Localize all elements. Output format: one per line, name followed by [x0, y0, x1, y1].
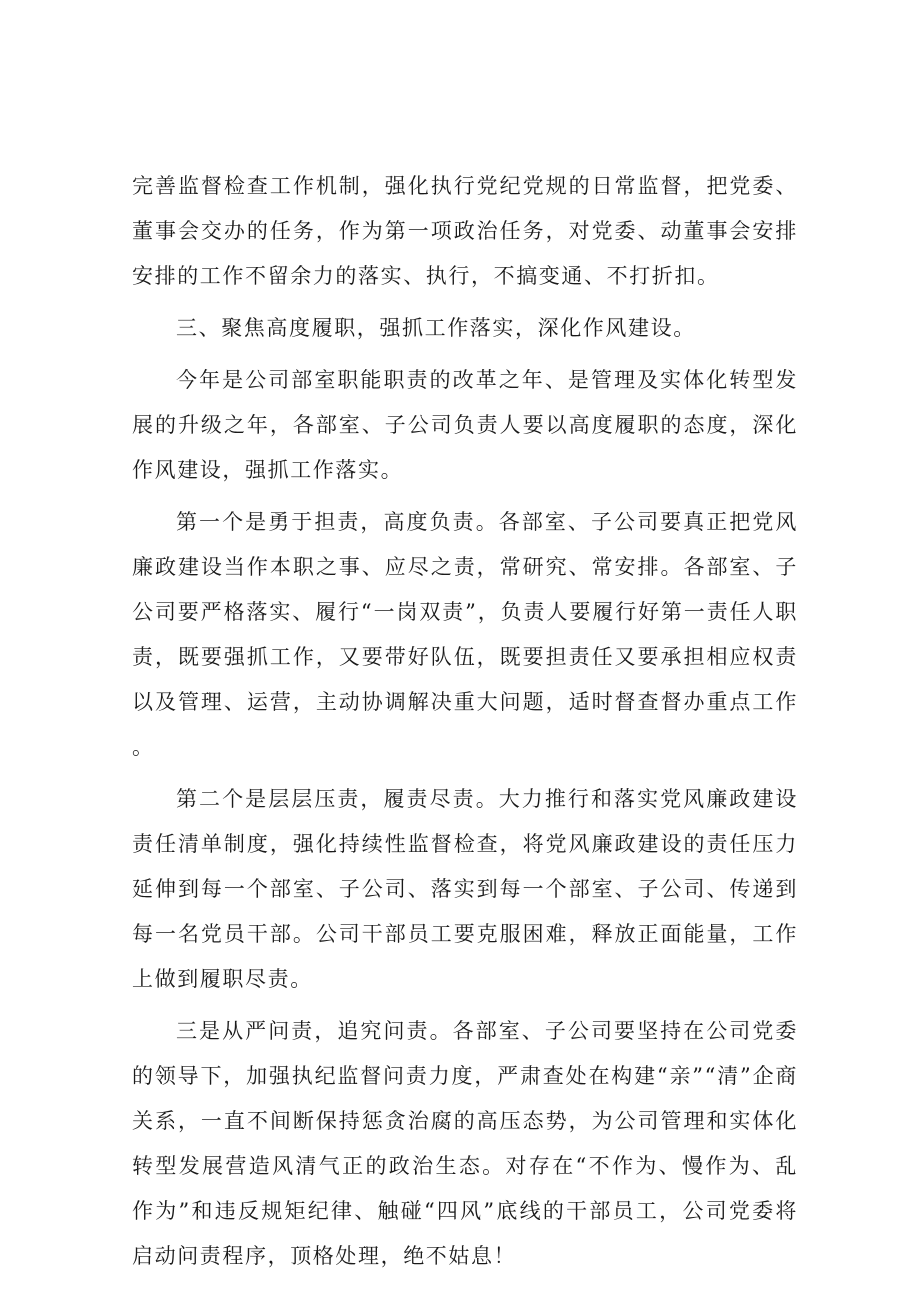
- paragraph-gap: [132, 299, 798, 306]
- document-body: [132, 164, 798, 1279]
- paragraph-gap: [132, 1002, 798, 1009]
- paragraph-gap: [132, 770, 798, 777]
- paragraph-gap: [132, 351, 798, 358]
- paragraph-second-point: 第二个是层层压责，履责尽责。大力推行和落实党风廉政建设责任清单制度，强化持续性监督检查，将党风廉政建设的责任压力延伸到每一个部室、子公司、落实到每一个部室、子公司、传递到每一名党员干部。公司干部员工要克服困难，释放正面能量，工作上做到履职尽责。: [132, 787, 798, 991]
- paragraph-third-point: 三是从严问责，追究问责。各部室、子公司要坚持在公司党委的领导下，加强执纪监督问责力度，严肃查处在构建“亲”“清”企商关系，一直不间断保持惩贪治腐的高压态势，为公司管理和实体化转型发展营造风清气正的政治生态。对存在“不作为、慢作为、乱作为”和违反规矩纪律、触碰“四风”底线的干部员工，公司党委将启动问责程序，顶格处理，绝不姑息！: [132, 1019, 798, 1268]
- paragraph-gap: [132, 493, 798, 500]
- paragraph-intro: 今年是公司部室职能职责的改革之年、是管理及实体化转型发展的升级之年，各部室、子公司负责人要以高度履职的态度，深化作风建设，强抓工作落实。: [132, 368, 798, 482]
- section-heading-three: 三、聚焦高度履职，强抓工作落实，深化作风建设。: [176, 316, 696, 340]
- paragraph-first-point: 第一个是勇于担责，高度负责。各部室、子公司要真正把党风廉政建设当作本职之事、应尽之责，常研究、常安排。各部室、子公司要严格落实、履行“一岗双责”，负责人要履行好第一责任人职责，既要强抓工作，又要带好队伍，既要担责任又要承担相应权责以及管理、运营，主动协调解决重大问题，适时督查督办重点工作。: [132, 510, 798, 759]
- paragraph-continuation: 完善监督检查工作机制，强化执行党纪党规的日常监督，把党委、董事会交办的任务，作为第一项政治任务，对党委、动董事会安排安排的工作不留余力的落实、执行，不搞变通、不打折扣。: [132, 174, 798, 288]
